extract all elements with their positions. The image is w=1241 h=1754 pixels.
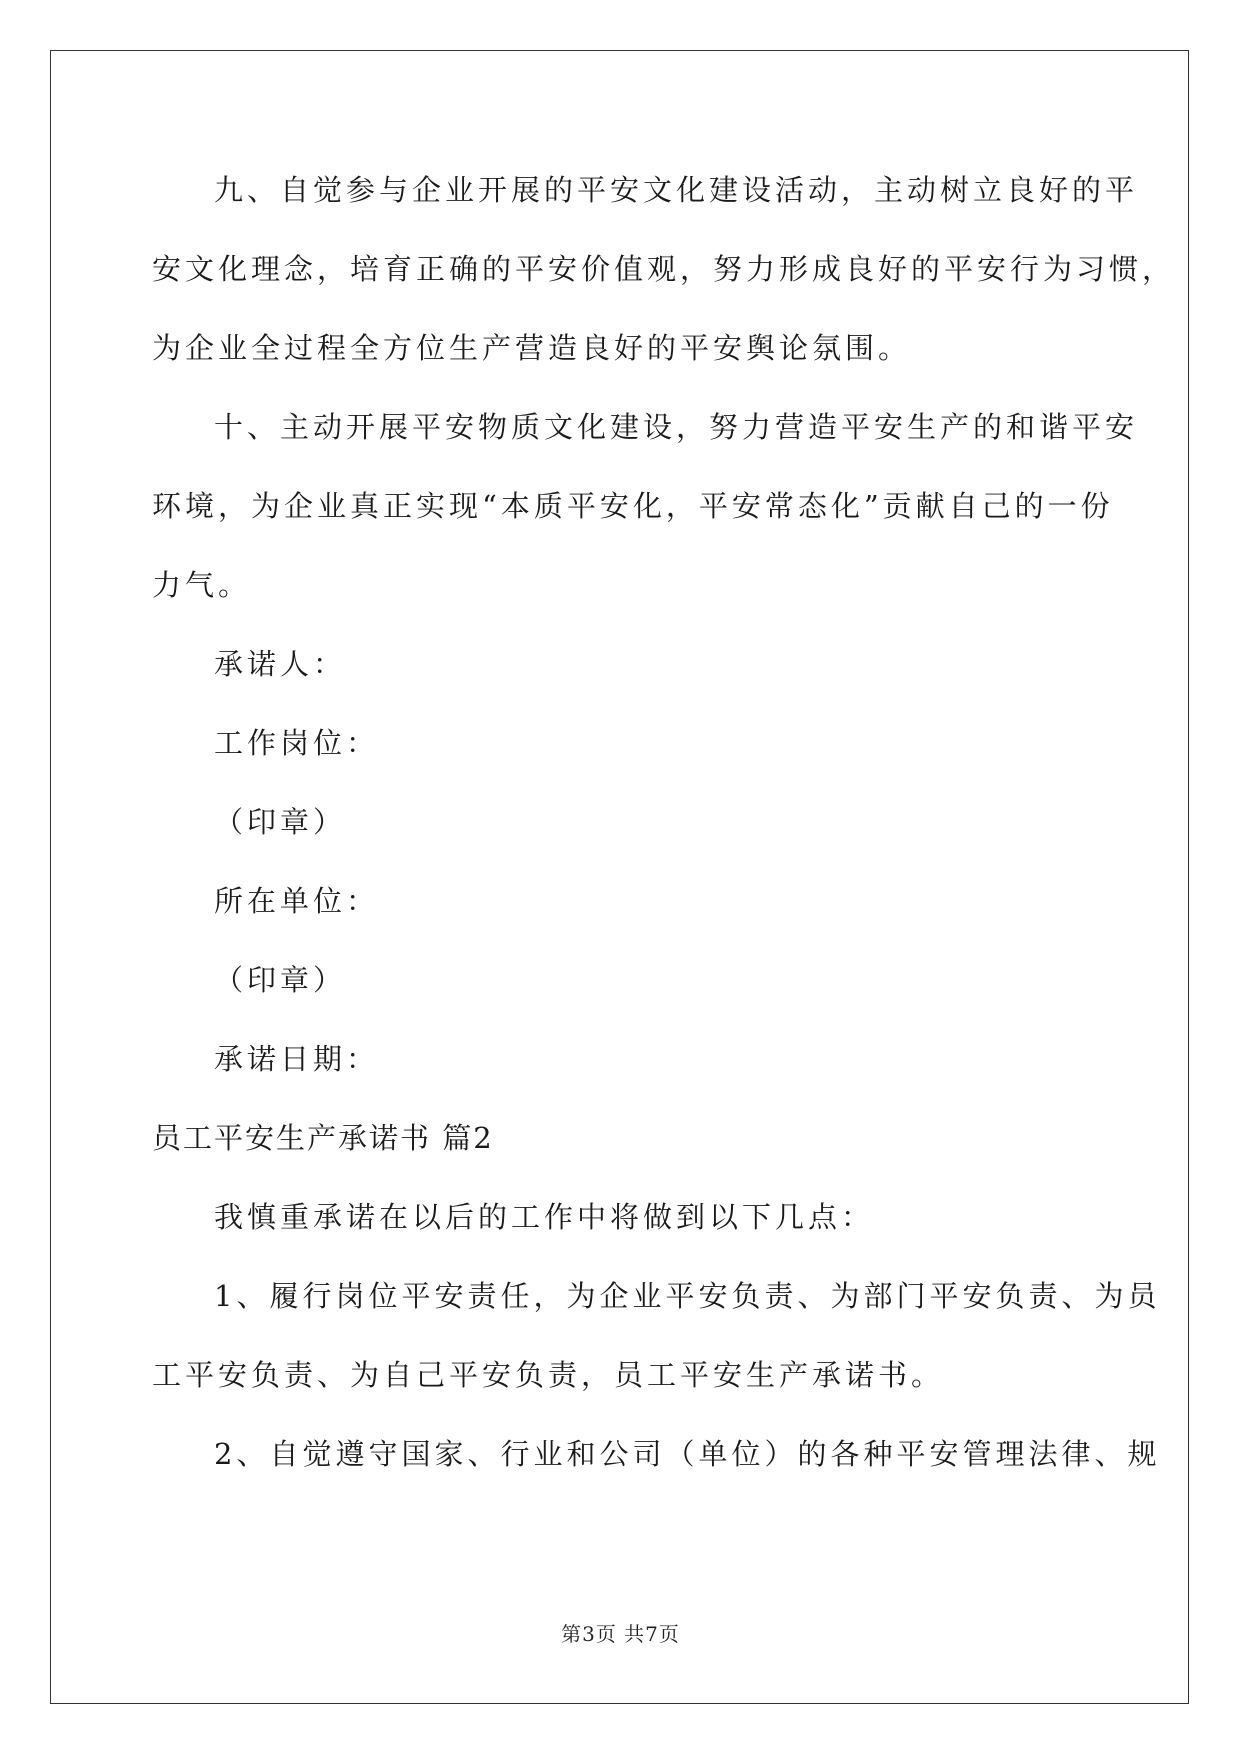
signature-field-unit: 所在单位：	[214, 884, 380, 918]
paragraph-line: 环境，为企业真正实现“本质平安化，平安常态化”贡献自己的一份	[152, 489, 1114, 523]
paragraph-line: 安文化理念，培育正确的平安价值观，努力形成良好的平安行为习惯，	[152, 252, 1176, 286]
page-number-footer: 第3页 共7页	[561, 1622, 680, 1646]
paragraph-line: 2、自觉遵守国家、行业和公司（单位）的各种平安管理法律、规	[214, 1437, 1161, 1471]
document-body	[152, 160, 1176, 1503]
section-heading: 员工平安生产承诺书 篇2	[152, 1121, 494, 1155]
paragraph-line: 1、履行岗位平安责任，为企业平安负责、为部门平安负责、为员	[214, 1279, 1161, 1313]
paragraph-line: 为企业全过程全方位生产营造良好的平安舆论氛围。	[152, 331, 912, 365]
seal-placeholder: （印章）	[214, 805, 347, 839]
paragraph-line: 十、主动开展平安物质文化建设，努力营造平安生产的和谐平安	[214, 410, 1139, 444]
paragraph-line: 我慎重承诺在以后的工作中将做到以下几点：	[214, 1200, 875, 1234]
signature-field-promiser: 承诺人：	[214, 647, 347, 681]
paragraph-line: 力气。	[152, 568, 252, 602]
signature-field-date: 承诺日期：	[214, 1042, 380, 1076]
paragraph-line: 工平安负责、为自己平安负责，员工平安生产承诺书。	[152, 1358, 945, 1392]
seal-placeholder: （印章）	[214, 963, 347, 997]
signature-field-position: 工作岗位：	[214, 726, 380, 760]
paragraph-line: 九、自觉参与企业开展的平安文化建设活动，主动树立良好的平	[214, 173, 1139, 207]
